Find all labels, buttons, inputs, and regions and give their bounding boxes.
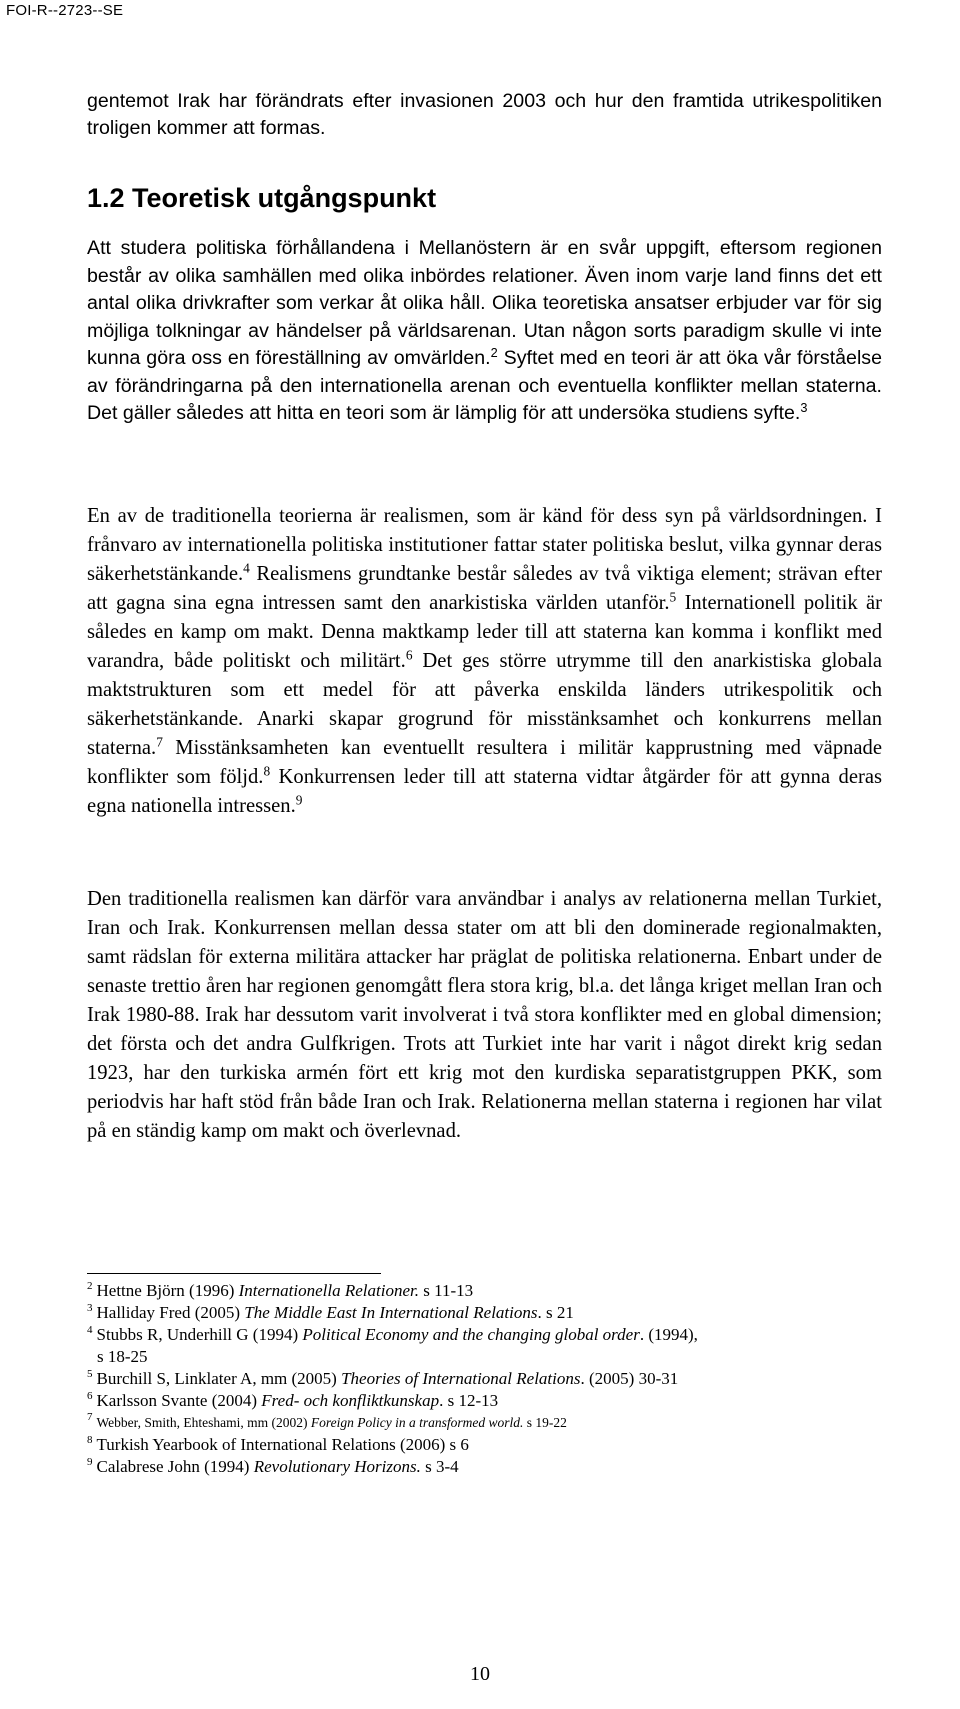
paragraph-2-text-e: Misstänksamheten kan eventuellt resultera i militär kapprustning med väpnade konflikter som följd. [87,737,882,788]
footnote-item [87,1280,882,1302]
footnote-pages: . (1994), [639,1325,698,1344]
footnote-continuation: s 18-25 [97,1347,148,1366]
footnote-author: Turkish Yearbook of International Relations (2006) s 6 [96,1435,469,1454]
footnote-author: Burchill S, Linklater A, mm (2005) [96,1369,342,1388]
footnote-number: 2 [87,1280,93,1292]
paragraph-2 [87,502,882,821]
footnote-pages: s 19-22 [523,1415,567,1430]
footnote-ref-6: 6 [405,647,413,663]
footnote-pages: . s 21 [537,1303,574,1322]
footnote-pages: s 11-13 [418,1281,474,1300]
intro-paragraph: gentemot Irak har förändrats efter invasionen 2003 och hur den framtida utrikespolitiken troligen kommer att formas. [87,90,882,139]
footnote-number: 5 [87,1368,93,1380]
footnote-ref-8: 8 [263,763,271,779]
footnote-title: Fred- och konfliktkunskap [261,1391,440,1410]
footnote-number: 7 [87,1411,93,1423]
paragraph-1-text-a: Att studera politiska förhållandena i Mellanöstern är en svår uppgift, eftersom regionen består av olika samhällen med olika inbördes relationer. Även inom varje land finns det ett antal olika drivkrafter som verkar åt olika håll. Olika teoretiska ansatser erbjuder var för sig möjliga tolkningar av händelser på världsarenan. Utan någon sorts paradigm skulle vi inte kunna göra oss en föreställning av omvärlden. [87,237,882,369]
footnote-ref-9: 9 [295,792,303,808]
footnote-item [87,1434,882,1456]
footnote-number: 6 [87,1390,93,1402]
footnote-item [87,1390,882,1412]
footnote-pages: . (2005) 30-31 [580,1369,679,1388]
footnote-number: 9 [87,1456,93,1468]
page-number: 10 [470,1663,490,1685]
paragraph-2-text-f: Konkurrensen leder till att staterna vidtar åtgärder för att gynna deras egna nationella intressen. [87,766,882,817]
footnote-title: Foreign Policy in a transformed world. [310,1415,524,1430]
footnote-title: Revolutionary Horizons. [253,1457,421,1476]
footnote-author: Stubbs R, Underhill G (1994) [96,1325,303,1344]
footnote-number: 4 [87,1324,93,1336]
footnote-author: Karlsson Svante (2004) [96,1391,262,1410]
footnote-item [87,1324,882,1368]
footnote-ref-5: 5 [669,589,677,605]
footnote-author: Webber, Smith, Ehteshami, mm (2002) [96,1415,311,1430]
footnote-title: Internationella Relationer. [238,1281,419,1300]
footnote-item [87,1412,882,1434]
footnote-item [87,1302,882,1324]
paragraph-1 [87,235,882,428]
footnote-pages: s 3-4 [420,1457,459,1476]
paragraph-2-text-c: Internationell politik är således en kamp om makt. Denna maktkamp leder till att staterna kan komma i konflikt med varandra, både politiskt och militärt. [87,592,883,672]
paragraph-2-text-d: Det ges större utrymme till den anarkistiska globala maktstrukturen som ett medel för att påverka enskilda länders utrikespolitik och säkerhetstänkande. Anarki skapar grogrund för misstänksamhet och konkurrens mellan staterna. [87,650,882,759]
section-heading: 1.2 Teoretisk utgångspunkt [87,183,437,213]
footnote-number: 3 [87,1302,93,1314]
paragraph-2-text-b: Realismens grundtanke består således av två viktiga element; strävan efter att gagna sina egna intressen samt den anarkistiska världen utanför. [87,563,882,614]
paragraph-3: Den traditionella realismen kan därför vara användbar i analys av relationerna mellan Turkiet, Iran och Irak. Konkurrensen mellan dessa stater om att bli den dominerade regionalmakten, samt rädslan för externa militära attacker har präglat de politiska relationerna. Enbart under de senaste trettio åren har regionen genomgått flera stora krig, bl.a. det långa kriget mellan Iran och Irak 1980-88. Irak har dessutom varit involverat i två stora konflikter med en global dimension; det första och det andra Gulfkrigen. Trots att Turkiet inte har varit i något direkt krig sedan 1923, har den turkiska armén fört ett krig mot den kurdiska separatistgruppen PKK, som periodvis har haft stöd från både Iran och Irak. Relationerna mellan staterna i regionen har vilat på en ständig kamp om makt och överlevnad. [87,888,882,1142]
footnote-author: Halliday Fred (2005) [96,1303,245,1322]
footnote-author: Calabrese John (1994) [96,1457,254,1476]
footnote-ref-2: 2 [490,345,498,360]
footnote-item [87,1368,882,1390]
footnote-list [87,1280,882,1478]
footnote-title: The Middle East In International Relations [244,1303,538,1322]
paragraph-2-text-a: En av de traditionella teorierna är realismen, som är känd för dess syn på världsordningen. I frånvaro av internationella politiska institutioner fattar stater politiska beslut, vilka gynnar deras säkerhetstänkande. [87,505,882,585]
footnote-title: Theories of International Relations [341,1369,581,1388]
footnote-number: 8 [87,1434,93,1446]
footnote-pages: . s 12-13 [439,1391,499,1410]
footnote-author: Hettne Björn (1996) [96,1281,239,1300]
footnote-title: Political Economy and the changing global order [302,1325,640,1344]
footnote-item [87,1456,882,1478]
paragraph-1-text-b: Syftet med en teori är att öka vår förståelse av förändringarna på den internationella arenan och eventuella konflikter mellan staterna. Det gäller således att hitta en teori som är lämplig för att undersöka studiens syfte. [87,347,882,424]
footnote-ref-3: 3 [800,400,808,415]
footnote-ref-4: 4 [243,560,250,576]
footnote-ref-7: 7 [156,734,163,750]
report-id: FOI-R--2723--SE [6,2,124,19]
footnote-divider [87,1273,381,1274]
